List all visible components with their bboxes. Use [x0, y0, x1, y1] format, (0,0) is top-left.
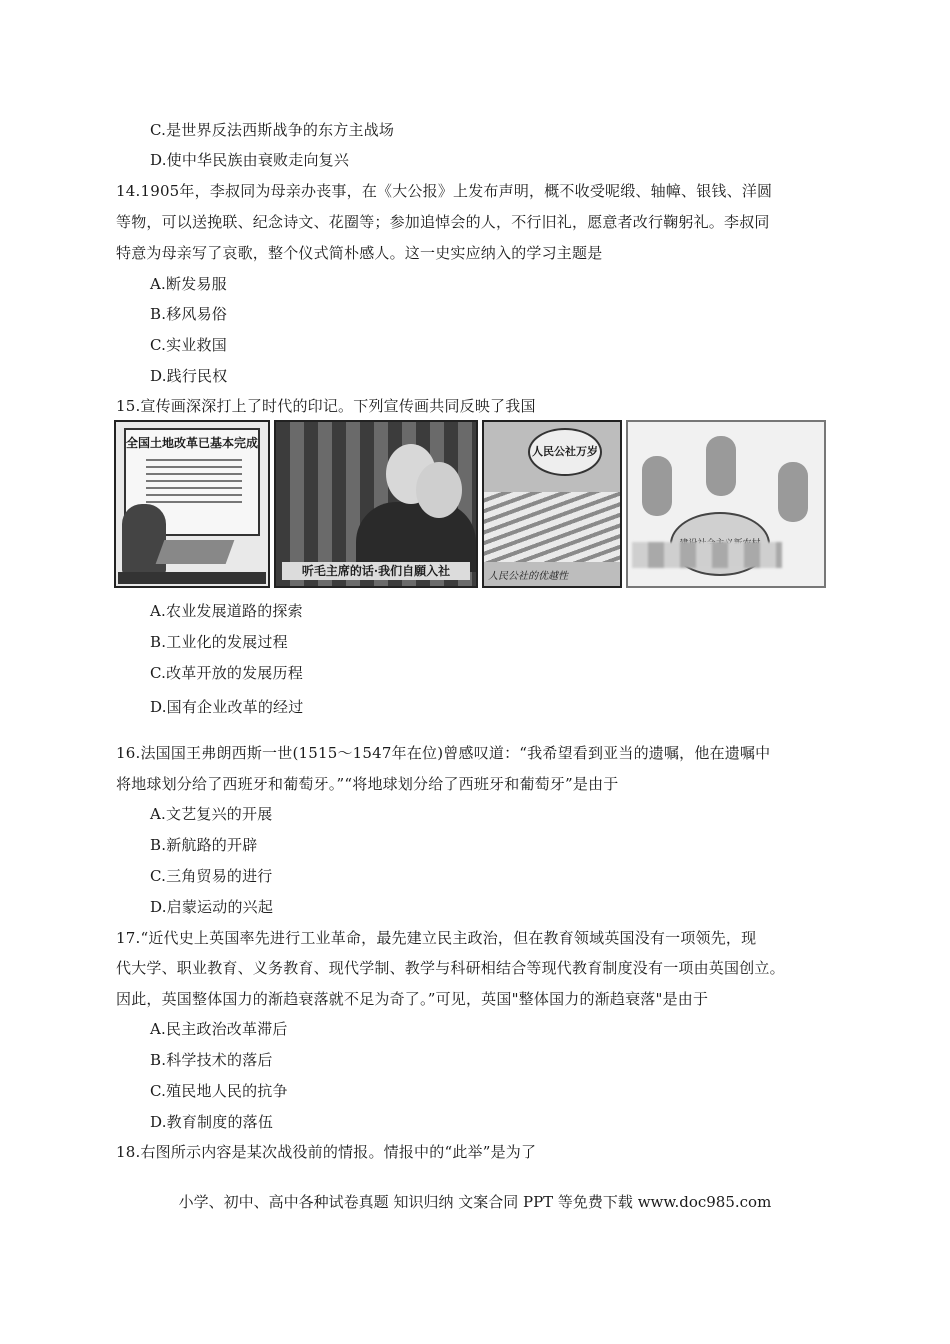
poster-figure — [706, 436, 736, 496]
option-b: B.移风易俗 — [150, 305, 227, 323]
option-b: B.新航路的开辟 — [150, 836, 258, 854]
option-d: D.国有企业改革的经过 — [150, 698, 304, 716]
question-18-text: 18.右图所示内容是某次战役前的情报。情报中的“此举”是为了 — [116, 1143, 537, 1161]
poster-figure — [778, 462, 808, 522]
page-footer: 小学、初中、高中各种试卷真题 知识归纳 文案合同 PPT 等免费下载 www.doc985.com — [178, 1193, 772, 1211]
question-16-text: 将地球划分给了西班牙和葡萄牙。”“将地球划分给了西班牙和葡萄牙”是由于 — [116, 775, 619, 793]
poster-sign: 人民公社万岁 — [528, 428, 602, 476]
poster-title: 全国土地改革已基本完成 — [126, 436, 259, 450]
poster-caption-bar — [118, 572, 266, 584]
option-b: B.工业化的发展过程 — [150, 633, 288, 651]
question-14-text: 特意为母亲写了哀歌，整个仪式简朴感人。这一史实应纳入的学习主题是 — [116, 244, 603, 262]
option-d: D.教育制度的落伍 — [150, 1113, 274, 1131]
poster-caption: 人民公社的优越性 — [488, 571, 568, 582]
blurred-caption — [632, 542, 782, 568]
question-16-text: 16.法国国王弗朗西斯一世(1515～1547年在位)曾感叹道：“我希望看到亚当的遗嘱，他在遗嘱中 — [116, 744, 771, 762]
option-d: D.使中华民族由衰败走向复兴 — [150, 151, 350, 169]
option-a: A.文艺复兴的开展 — [150, 805, 273, 823]
option-c: C.实业救国 — [150, 336, 227, 354]
poster-peoples-commune — [482, 420, 622, 588]
option-c: C.是世界反法西斯战争的东方主战场 — [150, 121, 395, 139]
poster-paper — [156, 540, 235, 564]
option-a: A.民主政治改革滞后 — [150, 1020, 288, 1038]
option-d: D.启蒙运动的兴起 — [150, 898, 274, 916]
question-17-text: 因此，英国整体国力的渐趋衰落就不足为奇了。”可见，英国"整体国力的渐趋衰落"是由于 — [116, 990, 709, 1008]
poster-field — [484, 492, 620, 562]
poster-new-countryside — [626, 420, 826, 588]
option-d: D.践行民权 — [150, 367, 228, 385]
poster-caption: 听毛主席的话·我们自願入社 — [282, 562, 470, 580]
poster-text-lines — [146, 454, 242, 508]
propaganda-posters — [114, 420, 828, 588]
question-14-text: 14.1905年，李叔同为母亲办丧事，在《大公报》上发布声明，概不收受呢缎、轴幛、银钱、洋圆 — [116, 182, 773, 200]
question-17-text: 17.“近代史上英国率先进行工业革命，最先建立民主政治，但在教育领域英国没有一项领先，现 — [116, 929, 757, 947]
option-a: A.农业发展道路的探索 — [150, 602, 303, 620]
option-a: A.断发易服 — [150, 275, 227, 293]
option-c: C.改革开放的发展历程 — [150, 664, 303, 682]
poster-cooperative — [274, 420, 478, 588]
question-15-text: 15.宣传画深深打上了时代的印记。下列宣传画共同反映了我国 — [116, 397, 536, 415]
question-17-text: 代大学、职业教育、义务教育、现代学制、教学与科研相结合等现代教育制度没有一项由英国创立。 — [116, 959, 785, 977]
poster-figure-head — [416, 462, 462, 518]
option-c: C.三角贸易的进行 — [150, 867, 273, 885]
option-b: B.科学技术的落后 — [150, 1051, 273, 1069]
poster-land-reform — [114, 420, 270, 588]
poster-figure — [642, 456, 672, 516]
option-c: C.殖民地人民的抗争 — [150, 1082, 288, 1100]
question-14-text: 等物，可以送挽联、纪念诗文、花圈等；参加追悼会的人，不行旧礼，愿意者改行鞠躬礼。李叔同 — [116, 213, 770, 231]
